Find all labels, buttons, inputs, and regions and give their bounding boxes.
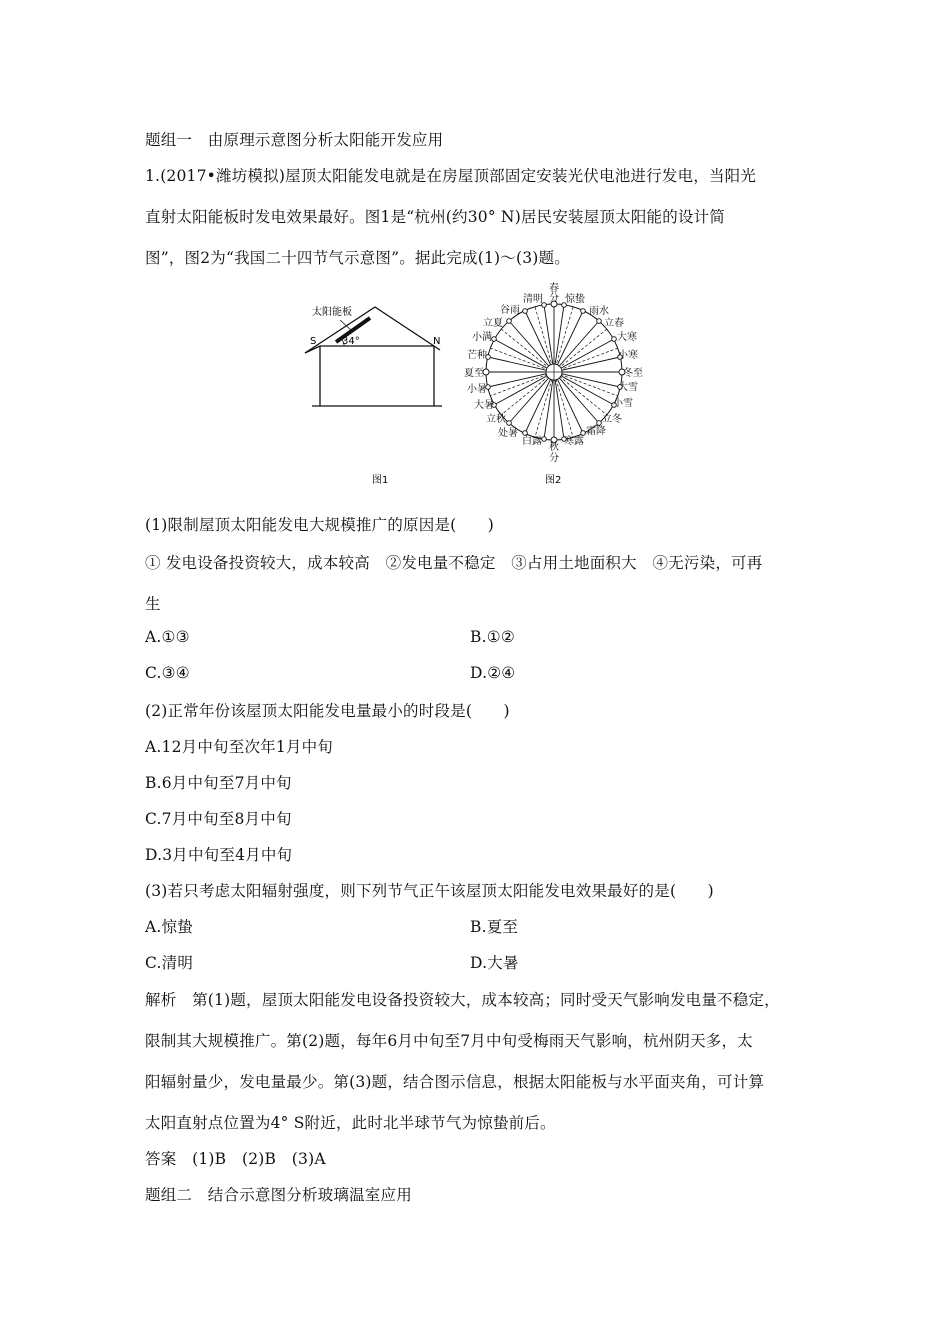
q1-2-option-a: A.12月中旬至次年1月中旬 [145, 738, 334, 756]
term-xiazhi: 夏至 [464, 368, 484, 379]
term-qiufen-1: 秋 [549, 442, 559, 453]
south-label: S [310, 336, 317, 347]
term-lidong: 立冬 [602, 414, 622, 425]
q1-3-stem: (3)若只考虑太阳辐射强度，则下列节气正午该屋顶太阳能发电效果最好的是( ) [145, 882, 714, 900]
q1-1-statements-line2: 生 [145, 595, 161, 613]
north-label: N [433, 336, 441, 347]
q1-2-option-c: C.7月中旬至8月中旬 [145, 810, 292, 828]
term-yushui: 雨水 [589, 306, 609, 317]
term-xiaoxue: 小雪 [613, 398, 633, 409]
term-hanlu: 寒露 [564, 436, 584, 447]
term-bailu: 白露 [522, 436, 542, 447]
term-lixia: 立夏 [483, 318, 503, 329]
figure1-house [305, 307, 442, 406]
term-xiaoman: 小满 [472, 332, 492, 343]
q1-3-option-a: A.惊蛰 [145, 918, 193, 936]
q1-2-option-d: D.3月中旬至4月中旬 [145, 846, 293, 864]
q1-1-statements-line1: ① 发电设备投资较大，成本较高 ②发电量不稳定 ③占用土地面积大 ④无污染，可再 [145, 554, 763, 572]
analysis-line1: 解析 第(1)题，屋顶太阳能发电设备投资较大，成本较高；同时受天气影响发电量不稳定， [145, 991, 780, 1009]
analysis-line4: 太阳直射点位置为4° S附近，此时北半球节气为惊蛰前后。 [145, 1114, 556, 1132]
term-shuangjiang: 霜降 [586, 426, 606, 437]
q1-stem-line1: 1.(2017•潍坊模拟)屋顶太阳能发电就是在房屋顶部固定安装光伏电池进行发电，当阳光 [145, 167, 757, 185]
q1-2-stem: (2)正常年份该屋顶太阳能发电量最小的时段是( ) [145, 702, 510, 720]
q1-1-option-c: C.③④ [145, 664, 190, 682]
term-lichun: 立春 [604, 318, 624, 329]
term-chunfen-1: 春 [549, 283, 559, 294]
term-qiufen-2: 分 [549, 453, 559, 464]
term-chunfen-2: 分 [549, 293, 559, 304]
q1-3-option-c: C.清明 [145, 954, 194, 972]
q1-2-option-b: B.6月中旬至7月中旬 [145, 774, 292, 792]
term-mangzhong: 芒种 [467, 350, 487, 361]
panel-label: 太阳能板 [312, 307, 352, 318]
q1-1-option-b: B.①② [470, 628, 515, 646]
term-qingming: 清明 [523, 294, 543, 305]
answer-line: 答案 (1)B (2)B (3)A [145, 1150, 326, 1168]
analysis-line2: 限制其大规模推广。第(2)题，每年6月中旬至7月中旬受梅雨天气影响，杭州阴天多，太 [145, 1032, 753, 1050]
q1-stem-line3: 图”，图2为“我国二十四节气示意图”。据此完成(1)～(3)题。 [145, 249, 570, 267]
analysis-line3: 阳辐射量少，发电量最少。第(3)题，结合图示信息，根据太阳能板与水平面夹角，可计算 [145, 1073, 765, 1091]
term-xiaohan: 小寒 [618, 350, 638, 361]
section1-title: 题组一 由原理示意图分析太阳能开发应用 [145, 131, 444, 149]
q1-1-option-d: D.②④ [470, 664, 516, 682]
q1-1-option-a: A.①③ [145, 628, 190, 646]
term-dashu: 大暑 [474, 400, 494, 411]
term-dongzhi: 冬至 [623, 368, 643, 379]
figure1-caption: 图1 [372, 475, 389, 486]
term-jingzhe: 惊蛰 [565, 294, 585, 305]
angle-label: 34° [342, 336, 360, 347]
term-liqiu: 立秋 [486, 414, 506, 425]
q1-3-option-b: B.夏至 [470, 918, 519, 936]
term-daxue: 大雪 [618, 382, 638, 393]
term-xiaoshu: 小暑 [467, 384, 487, 395]
q1-stem-line2: 直射太阳能板时发电效果最好。图1是“杭州(约30° N)居民安装屋顶太阳能的设计简 [145, 208, 726, 226]
term-chushu: 处暑 [498, 428, 518, 439]
figure2-caption: 图2 [545, 475, 562, 486]
figures [300, 282, 643, 487]
q1-1-stem: (1)限制屋顶太阳能发电大规模推广的原因是( ) [145, 516, 495, 534]
term-guyu: 谷雨 [500, 305, 520, 316]
section2-title: 题组二 结合示意图分析玻璃温室应用 [145, 1186, 412, 1204]
q1-3-option-d: D.大暑 [470, 954, 519, 972]
term-dahan: 大寒 [617, 332, 637, 343]
